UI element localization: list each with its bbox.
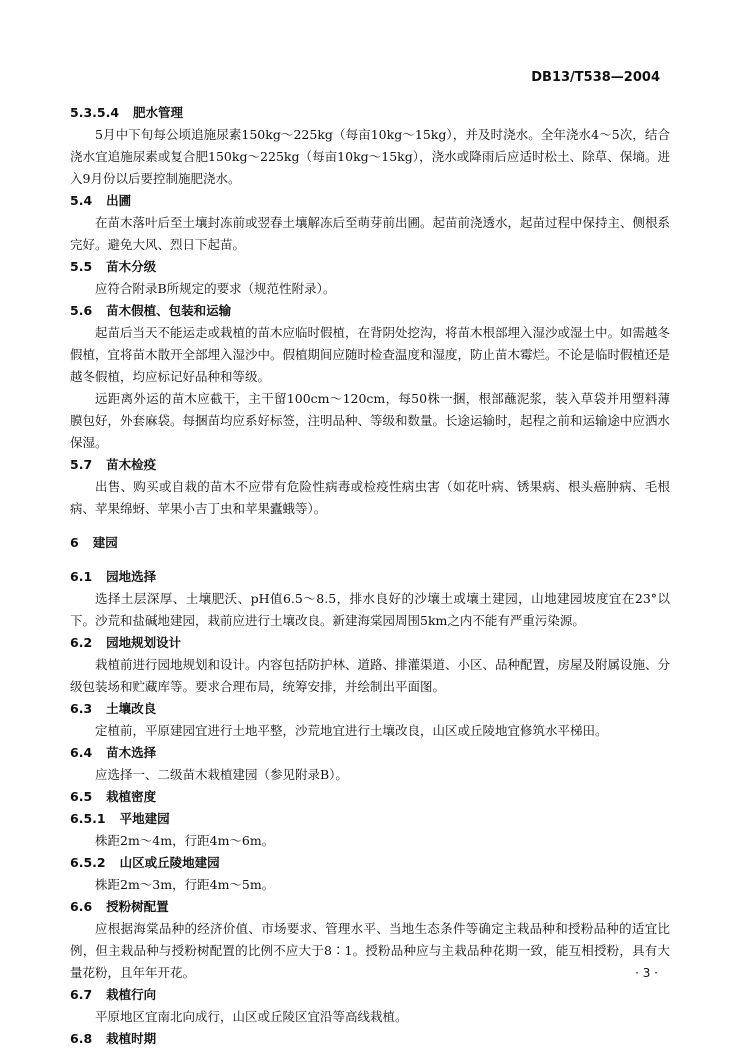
section-title: 苗木假植、包装和运输 bbox=[106, 303, 232, 318]
section-number: 6.5.2 bbox=[70, 855, 106, 870]
paragraph: 5月中下旬每公顷追施尿素150kg～225kg（每亩10kg～15kg），并及时浇水。全年浇水4～5次，结合浇水宜追施尿素或复合肥150kg～225kg（每亩10kg～15kg），浇水或降雨后应适时松土、除草、保墒。进入9月份以后要控制施肥浇水。 bbox=[70, 127, 670, 186]
paragraph: 应选择一、二级苗木栽植建园（参见附录B）。 bbox=[95, 767, 348, 782]
section-number: 6.6 bbox=[70, 899, 93, 914]
section-number: 6.2 bbox=[70, 635, 93, 650]
section-title: 苗木检疫 bbox=[106, 457, 157, 472]
section-heading bbox=[70, 742, 670, 764]
section-title: 苗木分级 bbox=[106, 259, 157, 274]
section-title: 园地选择 bbox=[106, 569, 157, 584]
section-number: 5.6 bbox=[70, 303, 93, 318]
paragraph: 选择土层深厚、土壤肥沃、pH值6.5～8.5，排水良好的沙壤土或壤土建园，山地建园坡度宜在23°以下。沙荒和盐碱地建园，栽前应进行土壤改良。新建海棠园周围5km之内不能有严重污染源。 bbox=[70, 591, 670, 628]
section-number: 5.5 bbox=[70, 259, 93, 274]
section-heading bbox=[70, 896, 670, 918]
paragraph: 平原地区宜南北向成行，山区或丘陵区宜沿等高线栽植。 bbox=[95, 1009, 408, 1024]
section-number: 6.7 bbox=[70, 987, 93, 1002]
section-title: 园地规划设计 bbox=[106, 635, 182, 650]
section-title: 栽植密度 bbox=[106, 789, 157, 804]
section-number: 6 bbox=[70, 535, 79, 550]
section-title: 土壤改良 bbox=[106, 701, 157, 716]
standard-code: DB13/T538—2004 bbox=[531, 70, 660, 85]
section-heading bbox=[70, 698, 670, 720]
section-heading bbox=[70, 190, 670, 212]
paragraph: 栽植前进行园地规划和设计。内容包括防护林、道路、排灌渠道、小区、品种配置，房屋及附属设施、分级包装场和贮藏库等。要求合理布局，统筹安排，并绘制出平面图。 bbox=[70, 657, 671, 694]
paragraph: 株距2m～3m，行距4m～5m。 bbox=[95, 877, 275, 892]
paragraph: 起苗后当天不能运走或栽植的苗木应临时假植，在背阴处挖沟，将苗木根部埋入湿沙或湿土中。如需越冬假植，宜将苗木散开全部埋入湿沙中。假植期间应随时检查温度和湿度，防止苗木霉烂。不论是临时假植还是越冬假植，均应标记好品种和等级。 bbox=[70, 325, 671, 384]
section-title: 栽植行向 bbox=[106, 987, 157, 1002]
section-number: 6.8 bbox=[70, 1031, 93, 1046]
section-heading bbox=[70, 300, 670, 322]
section-title: 建园 bbox=[92, 535, 118, 550]
section-number: 6.5.1 bbox=[70, 811, 106, 826]
section-title: 肥水管理 bbox=[133, 105, 184, 120]
section-heading bbox=[70, 566, 670, 588]
chapter-heading bbox=[70, 532, 670, 554]
paragraph: 远距离外运的苗木应截干，主干留100cm～120cm，每50株一捆，根部蘸泥浆，装入草袋并用塑料薄膜包好，外套麻袋。每捆苗均应系好标签，注明品种、等级和数量。长途运输时，起程之前和运输途中应洒水保湿。 bbox=[70, 391, 671, 450]
section-heading bbox=[70, 808, 670, 830]
page-number: · 3 · bbox=[635, 966, 658, 980]
section-number: 6.5 bbox=[70, 789, 93, 804]
section-number: 6.3 bbox=[70, 701, 93, 716]
section-title: 山区或丘陵地建园 bbox=[119, 855, 220, 870]
section-number: 5.7 bbox=[70, 457, 93, 472]
section-number: 6.4 bbox=[70, 745, 93, 760]
paragraph: 在苗木落叶后至土壤封冻前或翌春土壤解冻后至萌芽前出圃。起苗前浇透水，起苗过程中保持主、侧根系完好。避免大风、烈日下起苗。 bbox=[70, 215, 671, 252]
section-heading bbox=[70, 102, 670, 124]
section-number: 5.4 bbox=[70, 193, 93, 208]
section-heading bbox=[70, 454, 670, 476]
section-heading bbox=[70, 1028, 670, 1050]
paragraph: 应根据海棠品种的经济价值、市场要求、管理水平、当地生态条件等确定主栽品种和授粉品种的适宜比例，但主栽品种与授粉树配置的比例不应大于8∶1。授粉品种应与主栽品种花期一致，能互相授粉，具有大量花粉，且年年开花。 bbox=[70, 921, 670, 980]
section-heading bbox=[70, 786, 670, 808]
paragraph: 出售、购买或自栽的苗木不应带有危险性病毒或检疫性病虫害（如花叶病、锈果病、根头癌肿病、毛根病、苹果绵蚜、苹果小吉丁虫和苹果蠹蛾等）。 bbox=[70, 479, 670, 516]
section-title: 授粉树配置 bbox=[106, 899, 169, 914]
section-heading bbox=[70, 256, 670, 278]
paragraph: 定植前，平原建园宜进行土地平整，沙荒地宜进行土壤改良，山区或丘陵地宜修筑水平梯田。 bbox=[95, 723, 608, 738]
section-title: 出圃 bbox=[106, 193, 132, 208]
section-title: 平地建园 bbox=[119, 811, 170, 826]
section-heading bbox=[70, 852, 670, 874]
paragraph: 应符合附录B所规定的要求（规范性附录）。 bbox=[95, 281, 336, 296]
section-title: 栽植时期 bbox=[106, 1031, 157, 1046]
section-heading bbox=[70, 632, 670, 654]
section-heading bbox=[70, 984, 670, 1006]
section-number: 6.1 bbox=[70, 569, 93, 584]
section-title: 苗木选择 bbox=[106, 745, 157, 760]
paragraph: 株距2m～4m，行距4m～6m。 bbox=[95, 833, 275, 848]
document-body bbox=[70, 102, 670, 1050]
section-number: 5.3.5.4 bbox=[70, 105, 120, 120]
